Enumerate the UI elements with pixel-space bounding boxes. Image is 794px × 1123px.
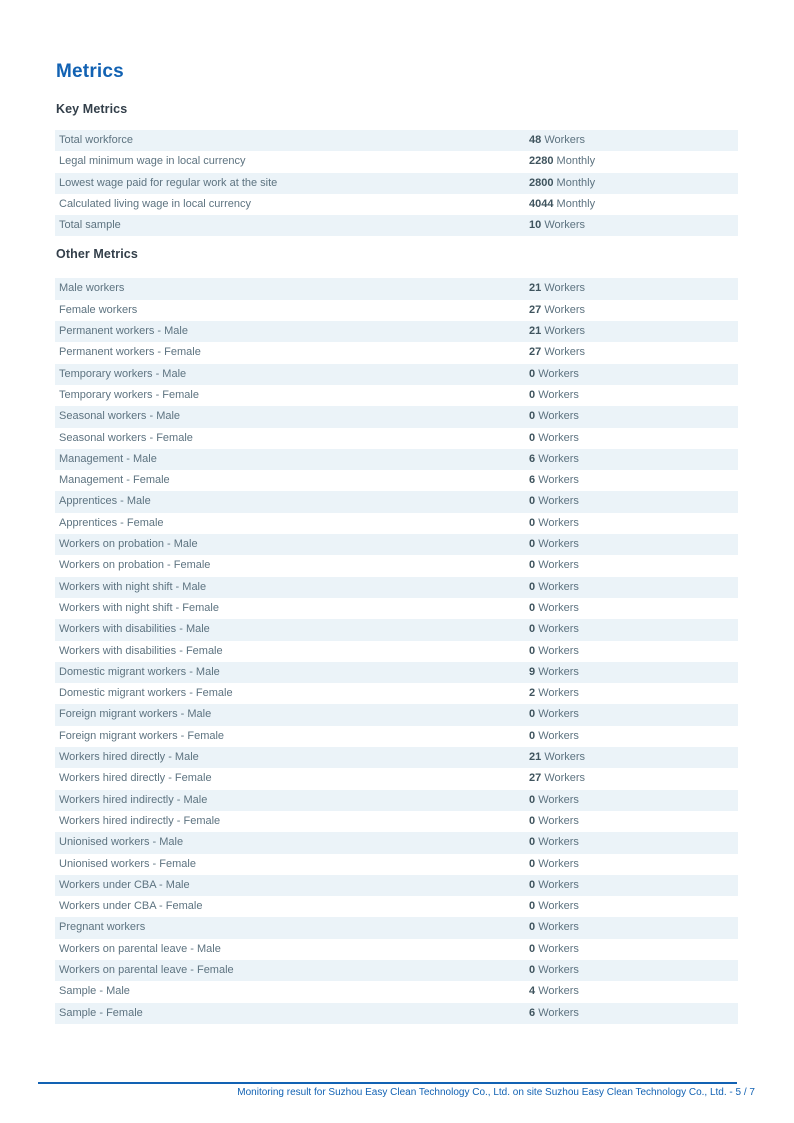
metric-row xyxy=(55,449,738,470)
metric-row xyxy=(55,534,738,555)
metric-unit: Workers xyxy=(544,303,586,316)
metric-unit: Workers xyxy=(538,665,579,678)
metric-value xyxy=(529,981,738,1002)
section-heading-key-metrics: Key Metrics xyxy=(56,102,128,116)
metric-number: 0 xyxy=(529,559,536,572)
footer-page-info: Monitoring result for Suzhou Easy Clean Technology Co., Ltd. on site Suzhou Easy Clean Technology Co., Ltd. - 5 / 7 xyxy=(237,1087,755,1098)
metric-value xyxy=(529,321,738,342)
metric-value xyxy=(529,385,738,406)
metric-unit: Workers xyxy=(538,367,579,380)
metric-unit: Workers xyxy=(544,751,586,764)
metric-row xyxy=(55,491,738,512)
metric-label: Workers under CBA - Male xyxy=(59,878,190,891)
metric-value xyxy=(529,1003,738,1024)
metric-label: Foreign migrant workers - Male xyxy=(59,708,212,721)
metric-unit: Workers xyxy=(538,516,579,529)
metric-label: Temporary workers - Female xyxy=(59,388,199,401)
metric-number: 0 xyxy=(529,623,536,636)
metric-value xyxy=(529,534,738,555)
metric-number: 9 xyxy=(529,665,536,678)
metric-unit: Workers xyxy=(544,325,586,338)
metric-label: Workers with disabilities - Female xyxy=(59,644,223,657)
metric-value xyxy=(529,662,738,683)
metric-row xyxy=(55,130,738,151)
metric-value xyxy=(529,854,738,875)
metric-row xyxy=(55,385,738,406)
metric-unit: Workers xyxy=(538,708,579,721)
metric-label: Management - Female xyxy=(59,474,170,487)
metric-number: 0 xyxy=(529,793,536,806)
metric-row xyxy=(55,683,738,704)
metric-row xyxy=(55,513,738,534)
metric-label: Female workers xyxy=(59,303,138,316)
metric-value xyxy=(529,151,738,172)
metric-value xyxy=(529,300,738,321)
metric-label: Legal minimum wage in local currency xyxy=(59,155,246,168)
metric-row xyxy=(55,194,738,215)
metric-number: 0 xyxy=(529,857,536,870)
metric-row xyxy=(55,768,738,789)
metric-row xyxy=(55,854,738,875)
metric-row xyxy=(55,790,738,811)
metric-number: 27 xyxy=(529,772,542,785)
metric-unit: Workers xyxy=(538,985,579,998)
metric-label: Workers on probation - Female xyxy=(59,559,211,572)
metric-row xyxy=(55,364,738,385)
metric-label: Permanent workers - Male xyxy=(59,325,188,338)
metric-value xyxy=(529,577,738,598)
metric-value xyxy=(529,641,738,662)
metric-unit: Workers xyxy=(538,942,579,955)
metric-value xyxy=(529,832,738,853)
metric-unit: Workers xyxy=(538,452,579,465)
metric-unit: Workers xyxy=(538,963,579,976)
metric-number: 0 xyxy=(529,580,536,593)
metric-unit: Workers xyxy=(538,878,579,891)
metric-label: Domestic migrant workers - Male xyxy=(59,665,220,678)
metric-row xyxy=(55,342,738,363)
metric-label: Workers on parental leave - Male xyxy=(59,942,221,955)
metric-unit: Workers xyxy=(538,580,579,593)
metric-row xyxy=(55,811,738,832)
metric-unit: Workers xyxy=(538,495,579,508)
metric-number: 0 xyxy=(529,708,536,721)
metric-row xyxy=(55,215,738,236)
metric-unit: Monthly xyxy=(556,197,596,210)
metric-value xyxy=(529,726,738,747)
metric-unit: Workers xyxy=(538,814,579,827)
metric-value xyxy=(529,215,738,236)
footer-divider xyxy=(38,1082,737,1084)
metric-value xyxy=(529,470,738,491)
other-metrics-table xyxy=(55,278,738,1023)
metric-label: Domestic migrant workers - Female xyxy=(59,687,233,700)
metric-label: Total workforce xyxy=(59,134,133,146)
metric-label: Permanent workers - Female xyxy=(59,346,201,359)
metric-label: Sample - Female xyxy=(59,1006,143,1019)
metric-row xyxy=(55,747,738,768)
metric-number: 2800 xyxy=(529,176,554,189)
metric-unit: Workers xyxy=(538,410,579,423)
metric-number: 4044 xyxy=(529,197,554,210)
metric-number: 4 xyxy=(529,985,536,998)
metric-value xyxy=(529,768,738,789)
metric-number: 0 xyxy=(529,921,536,934)
metric-number: 0 xyxy=(529,644,536,657)
metric-row xyxy=(55,832,738,853)
metric-unit: Workers xyxy=(538,431,579,444)
metric-unit: Monthly xyxy=(556,176,596,189)
metric-unit: Workers xyxy=(544,134,586,146)
metric-number: 0 xyxy=(529,388,536,401)
metric-label: Foreign migrant workers - Female xyxy=(59,729,225,742)
metric-row xyxy=(55,704,738,725)
metric-number: 0 xyxy=(529,836,536,849)
metric-row xyxy=(55,555,738,576)
page-content xyxy=(55,0,738,1024)
metric-unit: Workers xyxy=(538,836,579,849)
metric-unit: Workers xyxy=(538,921,579,934)
metric-value xyxy=(529,747,738,768)
metric-value xyxy=(529,173,738,194)
page-title: Metrics xyxy=(56,61,124,82)
metric-value xyxy=(529,364,738,385)
metric-number: 0 xyxy=(529,814,536,827)
metric-number: 0 xyxy=(529,900,536,913)
metric-value xyxy=(529,939,738,960)
metric-value xyxy=(529,449,738,470)
metric-label: Temporary workers - Male xyxy=(59,367,187,380)
metric-unit: Workers xyxy=(544,346,586,359)
metric-number: 6 xyxy=(529,1006,536,1019)
metric-label: Unionised workers - Male xyxy=(59,836,184,849)
metric-label: Male workers xyxy=(59,282,125,295)
metric-number: 0 xyxy=(529,538,536,551)
metric-number: 0 xyxy=(529,878,536,891)
metric-row xyxy=(55,173,738,194)
metric-label: Workers hired indirectly - Female xyxy=(59,814,221,827)
metric-row xyxy=(55,278,738,299)
metric-row xyxy=(55,470,738,491)
metric-label: Workers with disabilities - Male xyxy=(59,623,210,636)
metric-row xyxy=(55,321,738,342)
metric-label: Sample - Male xyxy=(59,985,130,998)
metric-label: Lowest wage paid for regular work at the site xyxy=(59,176,278,189)
metric-label: Unionised workers - Female xyxy=(59,857,196,870)
metric-value xyxy=(529,960,738,981)
metric-value xyxy=(529,513,738,534)
metric-label: Workers under CBA - Female xyxy=(59,900,203,913)
metric-number: 6 xyxy=(529,452,536,465)
section-heading-other-metrics: Other Metrics xyxy=(56,247,138,262)
metric-row xyxy=(55,917,738,938)
metric-unit: Workers xyxy=(538,388,579,401)
metric-number: 0 xyxy=(529,963,536,976)
metric-value xyxy=(529,194,738,215)
metric-value xyxy=(529,406,738,427)
metric-label: Workers with night shift - Female xyxy=(59,601,219,614)
metric-label: Workers on parental leave - Female xyxy=(59,963,234,976)
metric-unit: Workers xyxy=(538,644,579,657)
metric-unit: Workers xyxy=(538,1006,579,1019)
metric-number: 2280 xyxy=(529,155,554,168)
metric-row xyxy=(55,428,738,449)
metric-row xyxy=(55,151,738,172)
metric-number: 0 xyxy=(529,367,536,380)
metric-unit: Workers xyxy=(538,729,579,742)
metric-row xyxy=(55,1003,738,1024)
metric-value xyxy=(529,428,738,449)
metric-number: 10 xyxy=(529,219,542,232)
metric-unit: Workers xyxy=(538,857,579,870)
metric-label: Apprentices - Male xyxy=(59,495,151,508)
metric-number: 0 xyxy=(529,431,536,444)
metric-number: 27 xyxy=(529,303,542,316)
metric-number: 27 xyxy=(529,346,542,359)
metric-row xyxy=(55,981,738,1002)
metric-value xyxy=(529,555,738,576)
metric-value xyxy=(529,811,738,832)
metric-unit: Workers xyxy=(544,282,586,295)
metric-number: 0 xyxy=(529,729,536,742)
metric-row xyxy=(55,875,738,896)
metric-label: Seasonal workers - Female xyxy=(59,431,193,444)
metric-label: Seasonal workers - Male xyxy=(59,410,181,423)
metric-unit: Workers xyxy=(538,559,579,572)
metric-number: 0 xyxy=(529,410,536,423)
metric-row xyxy=(55,300,738,321)
metric-number: 0 xyxy=(529,495,536,508)
metric-label: Pregnant workers xyxy=(59,921,146,934)
metric-row xyxy=(55,726,738,747)
metric-value xyxy=(529,619,738,640)
metric-row xyxy=(55,960,738,981)
metric-unit: Workers xyxy=(538,474,579,487)
metric-label: Apprentices - Female xyxy=(59,516,164,529)
metric-unit: Workers xyxy=(544,219,586,232)
metric-row xyxy=(55,577,738,598)
metric-label: Workers hired directly - Male xyxy=(59,751,199,764)
key-metrics-table xyxy=(55,130,738,236)
metric-value xyxy=(529,790,738,811)
metric-row xyxy=(55,896,738,917)
metric-label: Workers hired indirectly - Male xyxy=(59,793,208,806)
metric-row xyxy=(55,641,738,662)
metric-value xyxy=(529,598,738,619)
metric-unit: Workers xyxy=(538,623,579,636)
metric-number: 21 xyxy=(529,751,542,764)
metric-unit: Workers xyxy=(538,900,579,913)
metric-row xyxy=(55,406,738,427)
metric-number: 21 xyxy=(529,325,542,338)
metric-label: Total sample xyxy=(59,219,121,232)
metric-row xyxy=(55,939,738,960)
metric-value xyxy=(529,704,738,725)
metric-value xyxy=(529,130,738,151)
metric-value xyxy=(529,917,738,938)
metric-unit: Workers xyxy=(538,793,579,806)
metric-number: 0 xyxy=(529,516,536,529)
metric-label: Workers hired directly - Female xyxy=(59,772,212,785)
metric-label: Calculated living wage in local currency xyxy=(59,197,251,210)
metric-value xyxy=(529,342,738,363)
metric-unit: Monthly xyxy=(556,155,596,168)
metric-number: 6 xyxy=(529,474,536,487)
metric-number: 0 xyxy=(529,601,536,614)
metric-value xyxy=(529,491,738,512)
metric-unit: Workers xyxy=(538,687,579,700)
metric-value xyxy=(529,278,738,299)
metric-value xyxy=(529,875,738,896)
metric-unit: Workers xyxy=(538,601,579,614)
metric-number: 21 xyxy=(529,282,542,295)
metric-label: Management - Male xyxy=(59,452,157,465)
metric-row xyxy=(55,598,738,619)
metric-row xyxy=(55,662,738,683)
metric-value xyxy=(529,896,738,917)
metric-number: 2 xyxy=(529,687,536,700)
metric-label: Workers with night shift - Male xyxy=(59,580,207,593)
metric-unit: Workers xyxy=(544,772,586,785)
metric-label: Workers on probation - Male xyxy=(59,538,198,551)
metric-number: 0 xyxy=(529,942,536,955)
metric-unit: Workers xyxy=(538,538,579,551)
metric-number: 48 xyxy=(529,134,542,146)
metric-value xyxy=(529,683,738,704)
metric-row xyxy=(55,619,738,640)
